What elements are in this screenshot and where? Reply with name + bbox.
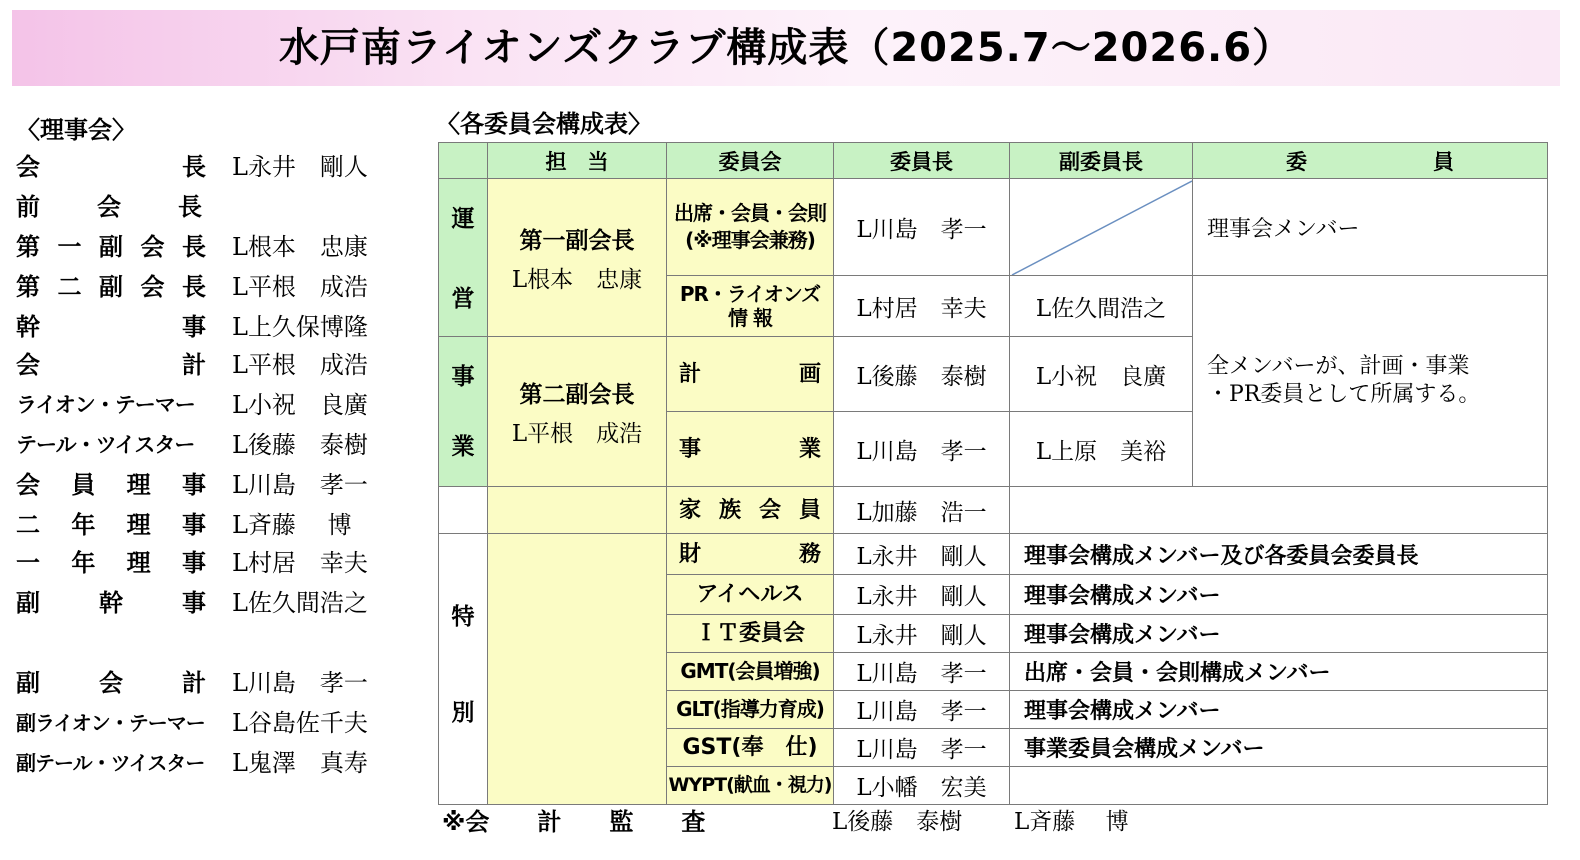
tanto-blank [487,486,667,534]
title-bar [12,10,1560,86]
committee-section-label: 〈各委員会構成表〉 [436,110,652,138]
board-role: 第二副会長 [16,273,206,301]
board-role: 会長 [16,153,206,181]
committee-name: 事業 [679,436,821,462]
committee-chair: L永井 剛人 [833,533,1010,575]
committee-members: 理事会メンバー [1192,178,1548,276]
tanto-tokubetsu [487,533,667,805]
committee-chair: L川島 孝一 [833,690,1010,729]
committee-name: WYPT(献血・視力) [666,766,834,805]
board-role: 会計 [16,351,206,379]
board-name: L後藤 泰樹 [232,431,368,459]
board-name: L斉藤 博 [232,511,352,539]
committee-name-cell [666,533,834,575]
board-role: 一年理事 [16,549,206,577]
board-section-label: 〈理事会〉 [16,116,136,144]
board-name: L村居 幸夫 [232,549,368,577]
board-role: 副ライオン・テーマー [16,711,205,735]
board-name: L川島 孝一 [232,471,368,499]
board-role: テール・ツイスター [16,433,195,457]
committee-vice-chair: L小祝 良廣 [1009,336,1193,412]
board-role: 幹事 [16,313,206,341]
committee-chair: L加藤 浩一 [833,486,1010,534]
header-vice-chair: 副委員長 [1009,142,1193,179]
board-row [16,190,416,224]
committee-name-cell [666,411,834,487]
vice2-title: 第二副会長 [519,381,635,408]
group-tokubetsu-char2: 別 [451,699,475,726]
board-row [16,706,416,740]
board-row [16,468,416,502]
board-name: L川島 孝一 [232,669,368,697]
board-row [16,348,416,382]
header-committee: 委員会 [666,142,834,179]
committee-name-cell [666,486,834,534]
page-title: 水戸南ライオンズクラブ構成表（2025.7～2026.6） [278,25,1294,71]
committee-members: 理事会構成メンバー [1009,690,1548,729]
committee-name: PR・ライオンズ 情 報 [666,275,834,337]
board-row [16,586,416,620]
committee-name: 財務 [679,541,821,567]
board-row [16,310,416,344]
board-row [16,746,416,780]
committee-chair: L小幡 宏美 [833,766,1010,805]
board-role: 二年理事 [16,511,206,539]
committee-chair: L永井 剛人 [833,574,1010,615]
board-role: 副会計 [16,669,206,697]
group-blank [438,486,488,534]
board-role: 第一副会長 [16,233,206,261]
committee-members: 出席・会員・会則構成メンバー [1009,652,1548,691]
committee-vice-chair: L佐久間浩之 [1009,275,1193,337]
board-row [16,428,416,462]
board-name: L小祝 良廣 [232,391,368,419]
vice2-cell [487,336,667,487]
board-role: 副幹事 [16,589,206,617]
audit-name: L斉藤 博 [1014,809,1129,835]
group-tokubetsu-char1: 特 [451,603,475,630]
board-name: L平根 成浩 [232,351,368,379]
board-role: 副テール・ツイスター [16,751,205,775]
committee-members: 事業委員会構成メンバー [1009,728,1548,767]
board-row [16,508,416,542]
committee-members: 理事会構成メンバー [1009,614,1548,653]
committee-members-empty [1009,766,1548,805]
group-unei-char2: 営 [451,285,475,312]
group-tokubetsu [438,533,488,805]
board-name: L上久保博隆 [232,313,368,341]
board-name: L永井 剛人 [232,153,368,181]
vice1-cell [487,178,667,337]
board-row [16,546,416,580]
board-name: L鬼澤 真寿 [232,749,368,777]
committee-name: アイヘルス [666,574,834,615]
committee-chair: L永井 剛人 [833,614,1010,653]
committee-chair: L川島 孝一 [833,652,1010,691]
committee-name: GMT(会員増強) [666,652,834,691]
group-unei-char1: 運 [451,205,475,232]
board-row [16,270,416,304]
merged-members: 全メンバーが、計画・事業 ・PR委員として所属する。 [1192,275,1548,487]
committee-members: 理事会構成メンバー [1009,574,1548,615]
committee-chair: L川島 孝一 [833,178,1010,276]
committee-name: GLT(指導力育成) [666,690,834,729]
committee-vice-chair: L上原 美裕 [1009,411,1193,487]
header-chair: 委員長 [833,142,1010,179]
committee-members: 理事会構成メンバー及び各委員会委員長 [1009,533,1548,575]
board-row [16,388,416,422]
board-name: L佐久間浩之 [232,589,368,617]
group-jigyo-char2: 業 [451,433,475,460]
vice1-name: L根本 忠康 [511,266,643,293]
committee-name-cell [666,336,834,412]
committee-chair: L川島 孝一 [833,728,1010,767]
header-tanto: 担 当 [487,142,667,179]
board-role: ライオン・テーマー [16,393,195,417]
committee-chair: L村居 幸夫 [833,275,1010,337]
vice2-name: L平根 成浩 [511,420,643,447]
committee-members-empty [1009,486,1548,534]
audit-name: L後藤 泰樹 [832,809,963,835]
diagonal-line [1010,179,1193,276]
board-name: L谷島佐千夫 [232,709,368,737]
board-name: L平根 成浩 [232,273,368,301]
board-name: L根本 忠康 [232,233,368,261]
committee-name: 家族会員 [679,497,821,523]
header-blank [438,142,488,179]
group-jigyo-char1: 事 [451,363,475,390]
board-row [16,150,416,184]
vice1-title: 第一副会長 [519,227,635,254]
board-role: 会員理事 [16,471,206,499]
committee-name: GST(奉 仕) [666,728,834,767]
committee-chair: L川島 孝一 [833,411,1010,487]
committee-name: ＩＴ委員会 [666,614,834,653]
header-members: 委 員 [1192,142,1548,179]
board-row [16,230,416,264]
committee-name: 出席・会員・会則 (※理事会兼務) [666,178,834,276]
committee-name: 計画 [679,361,821,387]
vice-chair-empty [1009,178,1193,276]
board-row [16,666,416,700]
board-role: 前会長 [16,193,202,221]
audit-label: ※会 計 監 査 [442,808,706,836]
committee-chair: L後藤 泰樹 [833,336,1010,412]
